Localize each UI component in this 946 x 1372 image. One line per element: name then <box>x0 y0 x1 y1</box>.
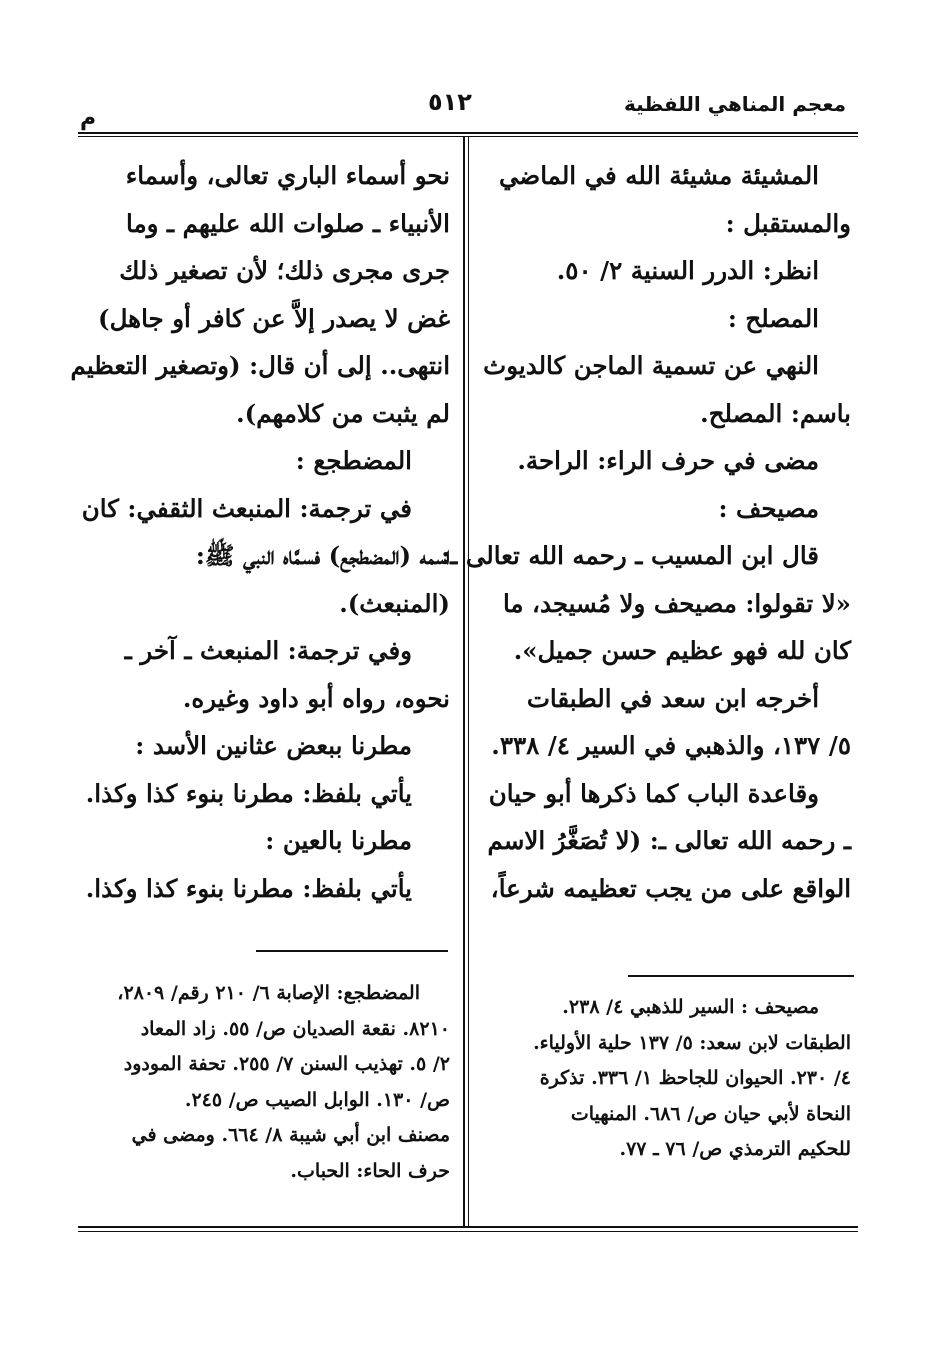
text-line: المشيئة مشيئة الله في الماضي <box>498 161 819 190</box>
entry-heading: المضطجع : <box>295 446 412 475</box>
text-line: (المنبعث). <box>339 588 450 618</box>
footnote-separator-left <box>256 950 448 952</box>
text-line: أخرجه ابن سعد في الطبقات <box>526 683 819 713</box>
text-line: وفي ترجمة: المنبعث ـ آخر ـ <box>124 636 412 665</box>
column-divider <box>463 137 465 1227</box>
footnote-line: ٤/ ٢٣٠. الحيوان للجاحظ ١/ ٣٣٦. تذكرة <box>539 1067 851 1089</box>
text-line: ٥/ ١٣٧، والذهبي في السير ٤/ ٣٣٨. <box>491 731 851 760</box>
footnote-line: حرف الحاء: الحباب. <box>290 1159 450 1182</box>
entry-heading: المصلح : <box>727 303 819 333</box>
text-line: يأتي بلفظ: مطرنا بنوء كذا وكذا. <box>85 778 412 808</box>
text-line: ـ رحمه الله تعالى ـ: (لا تُصَغَّرُ الاسم <box>487 826 851 855</box>
text-line: غض لا يصدر إلاَّ عن كافر أو جاهل) <box>98 303 450 333</box>
text-line: في ترجمة: المنبعث الثقفي: كان <box>81 493 412 523</box>
text-line: قال ابن المسيب ـ رحمه الله تعالى ـ: <box>441 541 819 570</box>
footnote-line: المضطجع: الإصابة ٦/ ٢١٠ رقم/ ٢٨٠٩، <box>117 982 420 1004</box>
entry-heading: مطرنا بالعين : <box>265 826 412 855</box>
footnote-line: مصيحف : السير للذهبي ٤/ ٢٣٨. <box>562 996 819 1018</box>
text-line: وقاعدة الباب كما ذكرها أبو حيان <box>488 778 819 808</box>
footnote-line: ص/ ١٣٠. الوابل الصيب ص/ ٢٤٥. <box>184 1088 450 1111</box>
header-rule-top <box>78 132 858 134</box>
text-line: انظر: الدرر السنية ٢/ ٥٠. <box>556 256 819 285</box>
text-line: يأتي بلفظ: مطرنا بنوء كذا وكذا. <box>85 873 412 903</box>
entry-heading: مصيحف : <box>718 493 819 523</box>
text-line: «لا تقولوا: مصيحف ولا مُسيجد، ما <box>502 588 851 618</box>
footnote-line: النحاة لأبي حيان ص/ ٦٨٦. المنهيات <box>570 1102 851 1125</box>
text-line: باسم: المصلح. <box>700 398 851 428</box>
footnote-line: ٢/ ٥. تهذيب السنن ٧/ ٢٥٥. تحفة المودود <box>123 1053 450 1075</box>
entry-heading: مطرنا ببعض عثانين الأسد : <box>135 731 412 760</box>
left-column <box>70 152 450 912</box>
footnotes-right <box>466 990 851 1168</box>
text-line: كان لله فهو عظيم حسن جميل». <box>513 636 851 665</box>
footnote-line: للحكيم الترمذي ص/ ٧٦ ـ ٧٧. <box>619 1138 851 1160</box>
footnote-line: ٨٢١٠. نقعة الصديان ص/ ٥٥. زاد المعاد <box>140 1017 450 1040</box>
text-line: نحوه، رواه أبو داود وغيره. <box>182 683 450 713</box>
text-line: الواقع على من يجب تعظيمه شرعاً، <box>490 873 851 903</box>
footnote-line: مصنف ابن أبي شيبة ٨/ ٦٦٤. ومضى في <box>131 1124 450 1146</box>
footnote-line: الطبقات لابن سعد: ٥/ ١٣٧ حلية الأولياء. <box>533 1031 851 1054</box>
text-line: والمستقبل : <box>725 208 851 238</box>
text-line: مضى في حرف الراء: الراحة. <box>517 446 819 475</box>
running-title: معجم المناهي اللفظية <box>624 92 846 116</box>
text-line: النهي عن تسمية الماجن كالديوث <box>483 351 819 380</box>
footer-rule-bottom <box>78 1231 858 1232</box>
footnotes-left <box>80 976 450 1189</box>
text-line: لم يثبت من كلامهم). <box>236 398 450 428</box>
text-line: انتهى.. إلى أن قال: (وتصغير التعظيم <box>70 351 450 380</box>
footer-rule-top <box>78 1226 858 1228</box>
text-line: جرى مجرى ذلك؛ لأن تصغير ذلك <box>119 256 450 285</box>
page-number: ٥١٢ <box>428 88 472 116</box>
text-line: الأنبياء ـ صلوات الله عليهم ـ وما <box>125 208 450 238</box>
footnote-separator-right <box>628 975 854 977</box>
right-column <box>441 152 851 912</box>
text-line: نحو أسماء الباري تعالى، وأسماء <box>125 161 450 190</box>
section-letter: م <box>80 106 97 131</box>
text-line: اسمه (المضطجع) فسمَّاه النبي ﷺ: <box>195 541 450 570</box>
